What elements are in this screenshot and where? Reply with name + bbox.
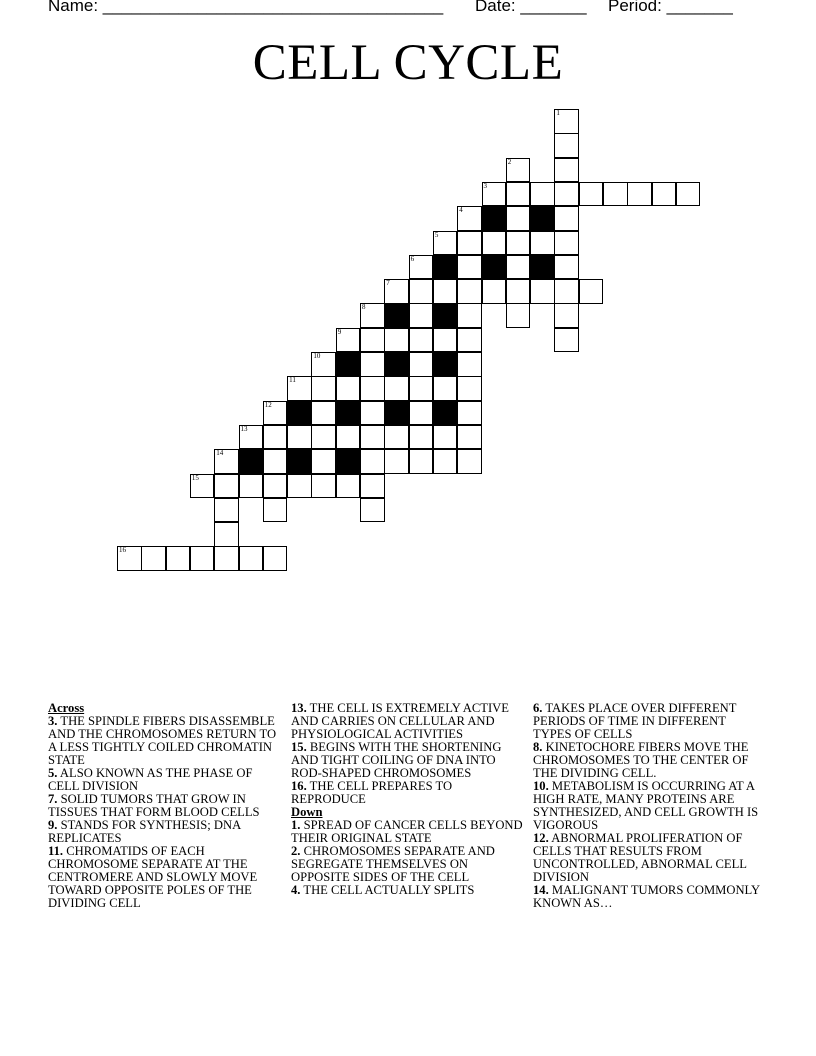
- clue-number: 7: [386, 279, 390, 288]
- grid-cell[interactable]: [579, 182, 604, 207]
- grid-cell[interactable]: [457, 255, 482, 280]
- clue-number-label: 13.: [291, 701, 307, 715]
- grid-black-square: [287, 401, 312, 426]
- grid-cell[interactable]: [506, 303, 531, 328]
- grid-cell[interactable]: [117, 546, 142, 571]
- clue-section-heading: Across: [48, 701, 85, 715]
- grid-cell[interactable]: [360, 401, 385, 426]
- grid-cell[interactable]: [457, 449, 482, 474]
- grid-cell[interactable]: [214, 498, 239, 523]
- clue-number-label: 1.: [291, 818, 301, 832]
- grid-cell[interactable]: [360, 474, 385, 499]
- grid-cell[interactable]: [506, 279, 531, 304]
- clue-text: 3. THE SPINDLE FIBERS DISASSEMBLE AND THE CHROMOSOMES RETURN TO A LESS TIGHTLY COILED CHROMATIN STATE: [48, 714, 277, 767]
- grid-cell[interactable]: [457, 303, 482, 328]
- grid-cell[interactable]: [360, 498, 385, 523]
- clue-number: 6: [410, 254, 415, 263]
- grid-cell[interactable]: [554, 255, 579, 280]
- clue-number: 2: [507, 157, 512, 166]
- grid-cell[interactable]: [457, 279, 482, 304]
- grid-cell[interactable]: [214, 546, 239, 571]
- clue-text: 6. TAKES PLACE OVER DIFFERENT PERIODS OF TIME IN DIFFERENT TYPES OF CELLS: [533, 701, 737, 741]
- grid-cell[interactable]: [287, 474, 312, 499]
- grid-cell[interactable]: [554, 279, 579, 304]
- grid-cell[interactable]: [214, 474, 239, 499]
- grid-cell[interactable]: [336, 328, 361, 353]
- grid-cell[interactable]: [457, 352, 482, 377]
- clue-number: 4: [459, 206, 463, 215]
- clues-column-1: [48, 702, 280, 910]
- clue-text: 16. THE CELL PREPARES TO REPRODUCE: [291, 779, 453, 806]
- grid-cell[interactable]: [627, 182, 652, 207]
- grid-cell[interactable]: [530, 231, 555, 256]
- grid-cell[interactable]: [360, 425, 385, 450]
- grid-black-square: [530, 206, 555, 231]
- grid-cell[interactable]: [214, 522, 239, 547]
- grid-black-square: [433, 401, 458, 426]
- clue-number-label: 5.: [48, 766, 58, 780]
- clue-number-label: 14.: [533, 883, 549, 897]
- grid-cell[interactable]: [457, 401, 482, 426]
- grid-cell[interactable]: [554, 303, 579, 328]
- clue-number-label: 2.: [291, 844, 301, 858]
- grid-black-square: [433, 352, 458, 377]
- grid-black-square: [336, 352, 361, 377]
- grid-cell[interactable]: [214, 449, 239, 474]
- clue-text: 15. BEGINS WITH THE SHORTENING AND TIGHT COILING OF DNA INTO ROD-SHAPED CHROMOSOMES: [291, 740, 502, 780]
- clue-text: 7. SOLID TUMORS THAT GROW IN TISSUES THAT FORM BLOOD CELLS: [48, 792, 260, 819]
- grid-cell[interactable]: [384, 425, 409, 450]
- grid-cell[interactable]: [506, 231, 531, 256]
- grid-cell[interactable]: [457, 206, 482, 231]
- grid-cell[interactable]: [603, 182, 628, 207]
- grid-cell[interactable]: [409, 255, 434, 280]
- clue-section-heading: Down: [291, 805, 323, 819]
- clues-column-3: [533, 702, 765, 910]
- grid-black-square: [336, 449, 361, 474]
- grid-cell[interactable]: [554, 158, 579, 183]
- grid-black-square: [384, 352, 409, 377]
- clue-number: 15: [191, 473, 199, 482]
- grid-cell[interactable]: [457, 328, 482, 353]
- grid-cell[interactable]: [457, 376, 482, 401]
- clue-text: 1. SPREAD OF CANCER CELLS BEYOND THEIR ORIGINAL STATE: [291, 818, 523, 845]
- grid-cell[interactable]: [554, 109, 579, 134]
- clue-number-label: 10.: [533, 779, 549, 793]
- clue-text: 12. ABNORMAL PROLIFERATION OF CELLS THAT RESULTS FROM UNCONTROLLED, ABNORMAL CELL DIVISION: [533, 831, 747, 884]
- grid-cell[interactable]: [360, 449, 385, 474]
- clue-number: 14: [216, 449, 224, 458]
- page-title: CELL CYCLE: [252, 35, 564, 91]
- grid-cell[interactable]: [336, 474, 361, 499]
- grid-cell[interactable]: [433, 328, 458, 353]
- grid-cell[interactable]: [652, 182, 677, 207]
- clue-number-label: 15.: [291, 740, 307, 754]
- grid-cell[interactable]: [311, 425, 336, 450]
- clue-number: 8: [362, 303, 366, 312]
- grid-black-square: [384, 401, 409, 426]
- grid-cell[interactable]: [384, 449, 409, 474]
- grid-cell[interactable]: [433, 231, 458, 256]
- grid-cell[interactable]: [676, 182, 701, 207]
- grid-black-square: [530, 255, 555, 280]
- grid-cell[interactable]: [263, 546, 288, 571]
- clue-number: 5: [434, 230, 439, 239]
- grid-cell[interactable]: [506, 182, 531, 207]
- grid-black-square: [482, 255, 507, 280]
- grid-cell[interactable]: [263, 449, 288, 474]
- grid-cell[interactable]: [190, 546, 215, 571]
- grid-black-square: [433, 255, 458, 280]
- clue-text: 2. CHROMOSOMES SEPARATE AND SEGREGATE THEMSELVES ON OPPOSITE SIDES OF THE CELL: [291, 844, 495, 884]
- clue-text: 8. KINETOCHORE FIBERS MOVE THE CHROMOSOMES TO THE CENTER OF THE DIVIDING CELL.: [533, 740, 749, 780]
- grid-cell[interactable]: [457, 231, 482, 256]
- clue-number-label: 16.: [291, 779, 307, 793]
- grid-cell[interactable]: [506, 158, 531, 183]
- clue-number-label: 6.: [533, 701, 543, 715]
- grid-black-square: [482, 206, 507, 231]
- grid-cell[interactable]: [433, 376, 458, 401]
- clue-text: 11. CHROMATIDS OF EACH CHROMOSOME SEPARATE AT THE CENTROMERE AND SLOWLY MOVE TOWARD OPPOSITE POLES OF THE DIVIDING CELL: [48, 844, 258, 910]
- date-field-label: Date: _______: [475, 0, 587, 15]
- clue-text: 14. MALIGNANT TUMORS COMMONLY KNOWN AS…: [533, 883, 760, 910]
- clue-number-label: 8.: [533, 740, 543, 754]
- clue-number-label: 12.: [533, 831, 549, 845]
- clue-number-label: 9.: [48, 818, 58, 832]
- grid-cell[interactable]: [360, 376, 385, 401]
- grid-cell[interactable]: [433, 279, 458, 304]
- grid-cell[interactable]: [141, 546, 166, 571]
- grid-black-square: [433, 303, 458, 328]
- grid-cell[interactable]: [263, 401, 288, 426]
- grid-cell[interactable]: [409, 425, 434, 450]
- grid-cell[interactable]: [311, 474, 336, 499]
- grid-cell[interactable]: [287, 425, 312, 450]
- grid-cell[interactable]: [433, 425, 458, 450]
- grid-cell[interactable]: [360, 352, 385, 377]
- grid-cell[interactable]: [384, 328, 409, 353]
- grid-cell[interactable]: [554, 328, 579, 353]
- clue-number-label: 4.: [291, 883, 301, 897]
- clue-number: 9: [337, 327, 342, 336]
- grid-cell[interactable]: [530, 279, 555, 304]
- grid-cell[interactable]: [409, 328, 434, 353]
- grid-cell[interactable]: [554, 182, 579, 207]
- clue-number: 11: [289, 376, 296, 385]
- grid-cell[interactable]: [482, 231, 507, 256]
- grid-cell[interactable]: [409, 352, 434, 377]
- clue-number: 12: [264, 400, 272, 409]
- grid-black-square: [384, 303, 409, 328]
- grid-cell[interactable]: [190, 474, 215, 499]
- grid-cell[interactable]: [287, 376, 312, 401]
- grid-cell[interactable]: [239, 474, 264, 499]
- grid-cell[interactable]: [506, 206, 531, 231]
- grid-cell[interactable]: [409, 401, 434, 426]
- grid-cell[interactable]: [336, 425, 361, 450]
- grid-cell[interactable]: [311, 401, 336, 426]
- clue-text: 5. ALSO KNOWN AS THE PHASE OF CELL DIVISION: [48, 766, 253, 793]
- grid-cell[interactable]: [457, 425, 482, 450]
- grid-cell[interactable]: [554, 231, 579, 256]
- clue-number: 10: [313, 352, 321, 360]
- grid-cell[interactable]: [409, 303, 434, 328]
- clue-text: 4. THE CELL ACTUALLY SPLITS: [291, 883, 475, 897]
- grid-cell[interactable]: [482, 182, 507, 207]
- name-field-label: Name: ____________________________________: [48, 0, 444, 15]
- grid-cell[interactable]: [263, 498, 288, 523]
- period-field-label: Period: _______: [608, 0, 733, 15]
- grid-black-square: [239, 449, 264, 474]
- grid-black-square: [287, 449, 312, 474]
- grid-cell[interactable]: [409, 279, 434, 304]
- grid-cell[interactable]: [506, 255, 531, 280]
- grid-cell[interactable]: [433, 449, 458, 474]
- grid-cell[interactable]: [579, 279, 604, 304]
- grid-cell[interactable]: [336, 376, 361, 401]
- grid-cell[interactable]: [263, 474, 288, 499]
- grid-cell[interactable]: [482, 279, 507, 304]
- clue-number: 16: [119, 546, 126, 555]
- grid-cell[interactable]: [554, 133, 579, 158]
- clue-number: 13: [240, 424, 248, 433]
- grid-cell[interactable]: [384, 376, 409, 401]
- grid-cell[interactable]: [554, 206, 579, 231]
- grid-cell[interactable]: [311, 449, 336, 474]
- grid-cell[interactable]: [360, 328, 385, 353]
- grid-cell[interactable]: [409, 449, 434, 474]
- clues-column-2: [291, 702, 523, 897]
- grid-cell[interactable]: [360, 303, 385, 328]
- clue-number-label: 3.: [48, 714, 58, 728]
- clue-text: 13. THE CELL IS EXTREMELY ACTIVE AND CARRIES ON CELLULAR AND PHYSIOLOGICAL ACTIVITIES: [291, 701, 509, 741]
- grid-cell[interactable]: [239, 425, 264, 450]
- clue-number-label: 11.: [48, 844, 64, 858]
- clue-number: 3: [483, 181, 487, 190]
- grid-cell[interactable]: [409, 376, 434, 401]
- grid-cell[interactable]: [384, 279, 409, 304]
- clue-number-label: 7.: [48, 792, 58, 806]
- grid-cell[interactable]: [166, 546, 191, 571]
- clue-text: 9. STANDS FOR SYNTHESIS; DNA REPLICATES: [48, 818, 241, 845]
- grid-cell[interactable]: [263, 425, 288, 450]
- grid-cell[interactable]: [311, 376, 336, 401]
- grid-cell[interactable]: [239, 546, 264, 571]
- clue-number: 1: [556, 109, 560, 117]
- grid-cell[interactable]: [530, 182, 555, 207]
- clue-text: 10. METABOLISM IS OCCURRING AT A HIGH RATE, MANY PROTEINS ARE SYNTHESIZED, AND CELL GROWTH IS VIGOROUS: [533, 779, 759, 832]
- grid-black-square: [336, 401, 361, 426]
- grid-cell[interactable]: [311, 352, 336, 377]
